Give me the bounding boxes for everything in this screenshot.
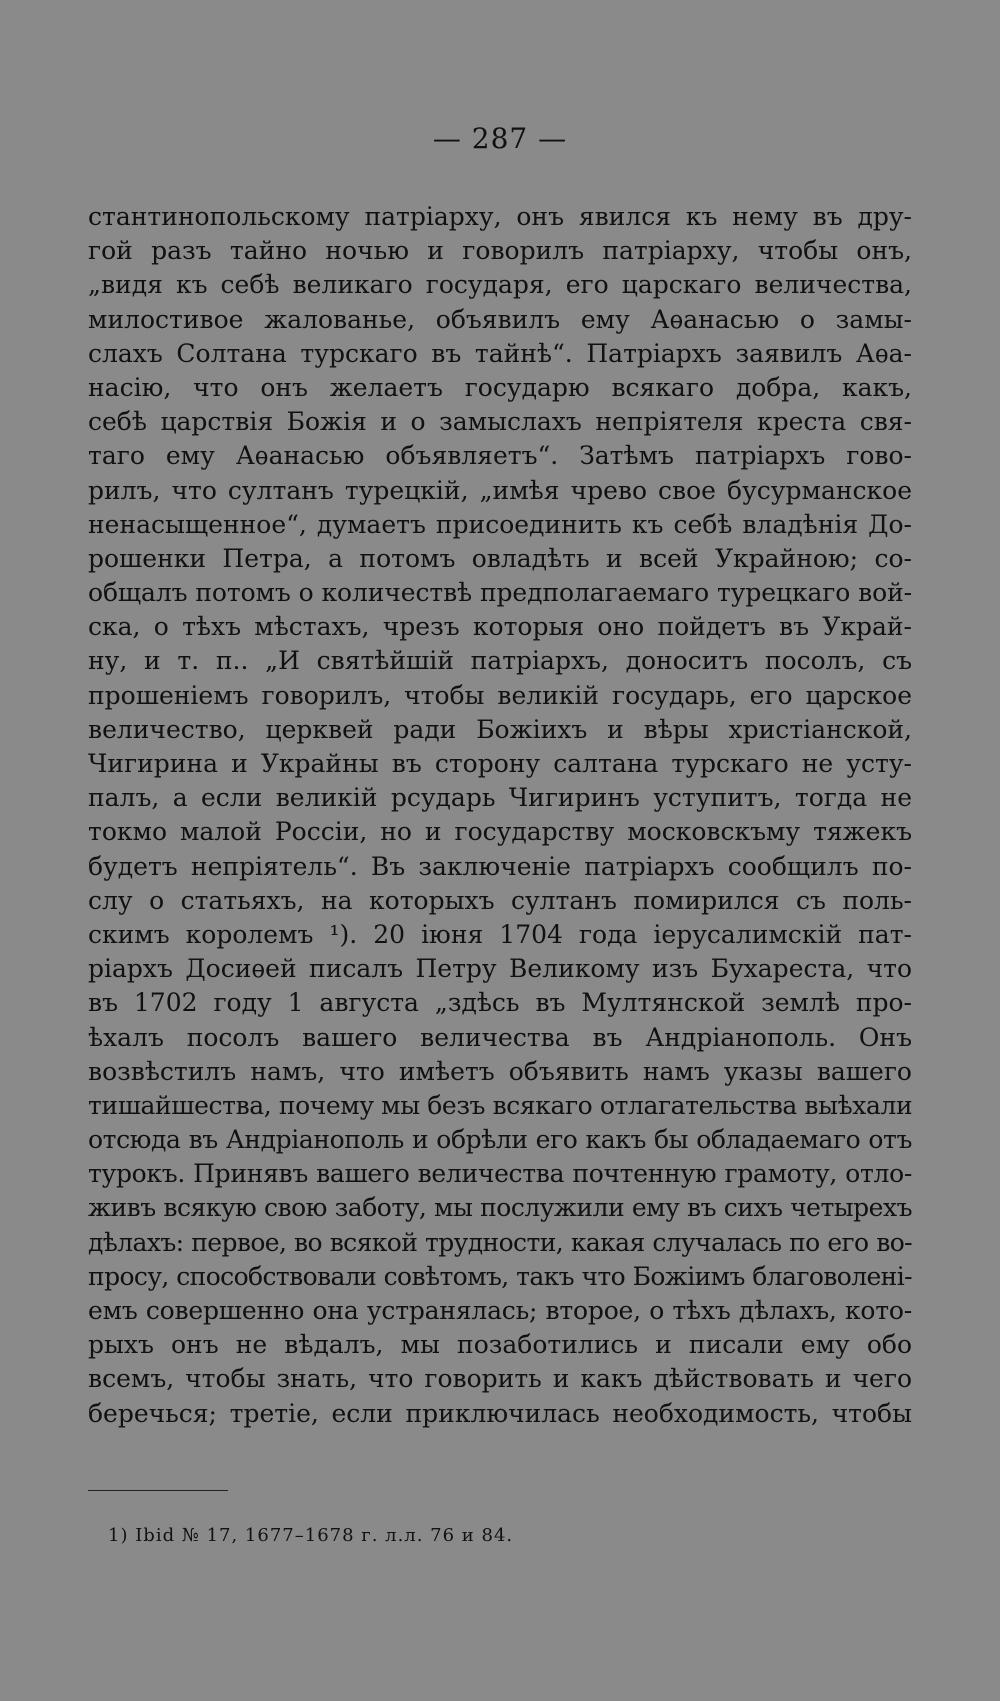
text-line: емъ совершенно она устранялась; второе, о тѣхъ дѣлахъ, кото-	[88, 1296, 912, 1325]
text-line: слахъ Солтана турскаго въ тайнѣ“. Патріархъ заявилъ Аѳа-	[88, 338, 912, 368]
page-number: — 287 —	[432, 122, 568, 155]
text-line: насію, что онъ желаетъ государю всякаго добра, какъ,	[88, 372, 912, 402]
text-line: тишайшества, почему мы безъ всякаго отлагательства выѣхали	[88, 1090, 912, 1120]
text-line: таго ему Аѳанасью объявляетъ“. Затѣмъ патріархъ гово-	[88, 441, 912, 471]
text-line: стантинопольскому патріарху, онъ явился къ нему въ дру-	[88, 202, 912, 231]
text-line: дѣлахъ: первое, во всякой трудности, какая случалась по его во-	[88, 1227, 912, 1257]
text-line: ненасыщенное“, думаетъ присоединить къ себѣ владѣнія До-	[88, 509, 912, 539]
text-line: ска, о тѣхъ мѣстахъ, чрезъ которыя оно пойдетъ въ Украй-	[88, 612, 912, 642]
text-line: рилъ, что султанъ турецкій, „имѣя чрево свое бусурманское	[88, 475, 912, 505]
text-line: Чигирина и Украйны въ сторону салтана турскаго не усту-	[88, 749, 912, 778]
text-line: въ 1702 году 1 августа „здѣсь въ Мултянской землѣ про-	[88, 988, 912, 1018]
text-line: гой разъ тайно ночью и говорилъ патріарху, чтобы онъ,	[88, 236, 912, 266]
text-line: палъ, а если великій рсударь Чигиринъ уступитъ, тогда не	[88, 783, 912, 813]
text-line: ну, и т. п.. „И святѣйшій патріархъ, доноситъ посолъ, съ	[88, 646, 912, 676]
text-line: живъ всякую свою заботу, мы послужили ему въ сихъ четырехъ	[88, 1193, 912, 1223]
body-text	[88, 200, 912, 1431]
text-line: себѣ царствія Божія и о замыслахъ непріятеля креста свя-	[88, 407, 912, 437]
text-line: ѣхалъ посолъ вашего величества въ Андріанополь. Онъ	[88, 1022, 912, 1052]
text-line: беречься; третіе, если приключилась необходимость, чтобы	[88, 1398, 912, 1428]
text-line: будетъ непріятель“. Въ заключеніе патріархъ сообщилъ по-	[88, 851, 912, 881]
text-line: ріархъ Досиѳей писалъ Петру Великому изъ Бухареста, что	[88, 954, 912, 984]
text-line: турокъ. Принявъ вашего величества почтенную грамоту, отло-	[88, 1159, 912, 1189]
text-line: рыхъ онъ не вѣдалъ, мы позаботились и писали ему обо	[88, 1330, 912, 1360]
footnote-divider	[88, 1490, 228, 1491]
text-line: возвѣстилъ намъ, что имѣетъ объявить намъ указы вашего	[88, 1056, 912, 1086]
text-line: просу, способствовали совѣтомъ, такъ что Божіимъ благоволені-	[88, 1261, 912, 1291]
text-line: прошеніемъ говорилъ, чтобы великій государь, его царское	[88, 680, 912, 710]
text-line: „видя къ себѣ великаго государя, его царскаго величества,	[88, 270, 912, 300]
footnote: 1) Ibid № 17, 1677–1678 г. л.л. 76 и 84.	[108, 1525, 514, 1546]
text-line: отсюда въ Андріанополь и обрѣли его какъ бы обладаемаго отъ	[88, 1125, 912, 1155]
text-line: скимъ королемъ ¹). 20 іюня 1704 года іерусалимскій пат-	[88, 919, 912, 949]
text-line: милостивое жалованье, объявилъ ему Аѳанасью о замы-	[88, 304, 912, 334]
text-line: величество, церквей ради Божіихъ и вѣры христіанской,	[88, 714, 912, 744]
text-line: общалъ потомъ о количествѣ предполагаемаго турецкаго вой-	[88, 578, 912, 608]
text-line: рошенки Петра, а потомъ овладѣть и всей Украйною; со-	[88, 543, 912, 573]
text-line: всемъ, чтобы знать, что говорить и какъ дѣйствовать и чего	[88, 1364, 912, 1394]
text-line: токмо малой Россіи, но и государству московскъму тяжекъ	[88, 817, 912, 847]
text-line: слу о статьяхъ, на которыхъ султанъ помирился съ поль-	[88, 885, 912, 915]
